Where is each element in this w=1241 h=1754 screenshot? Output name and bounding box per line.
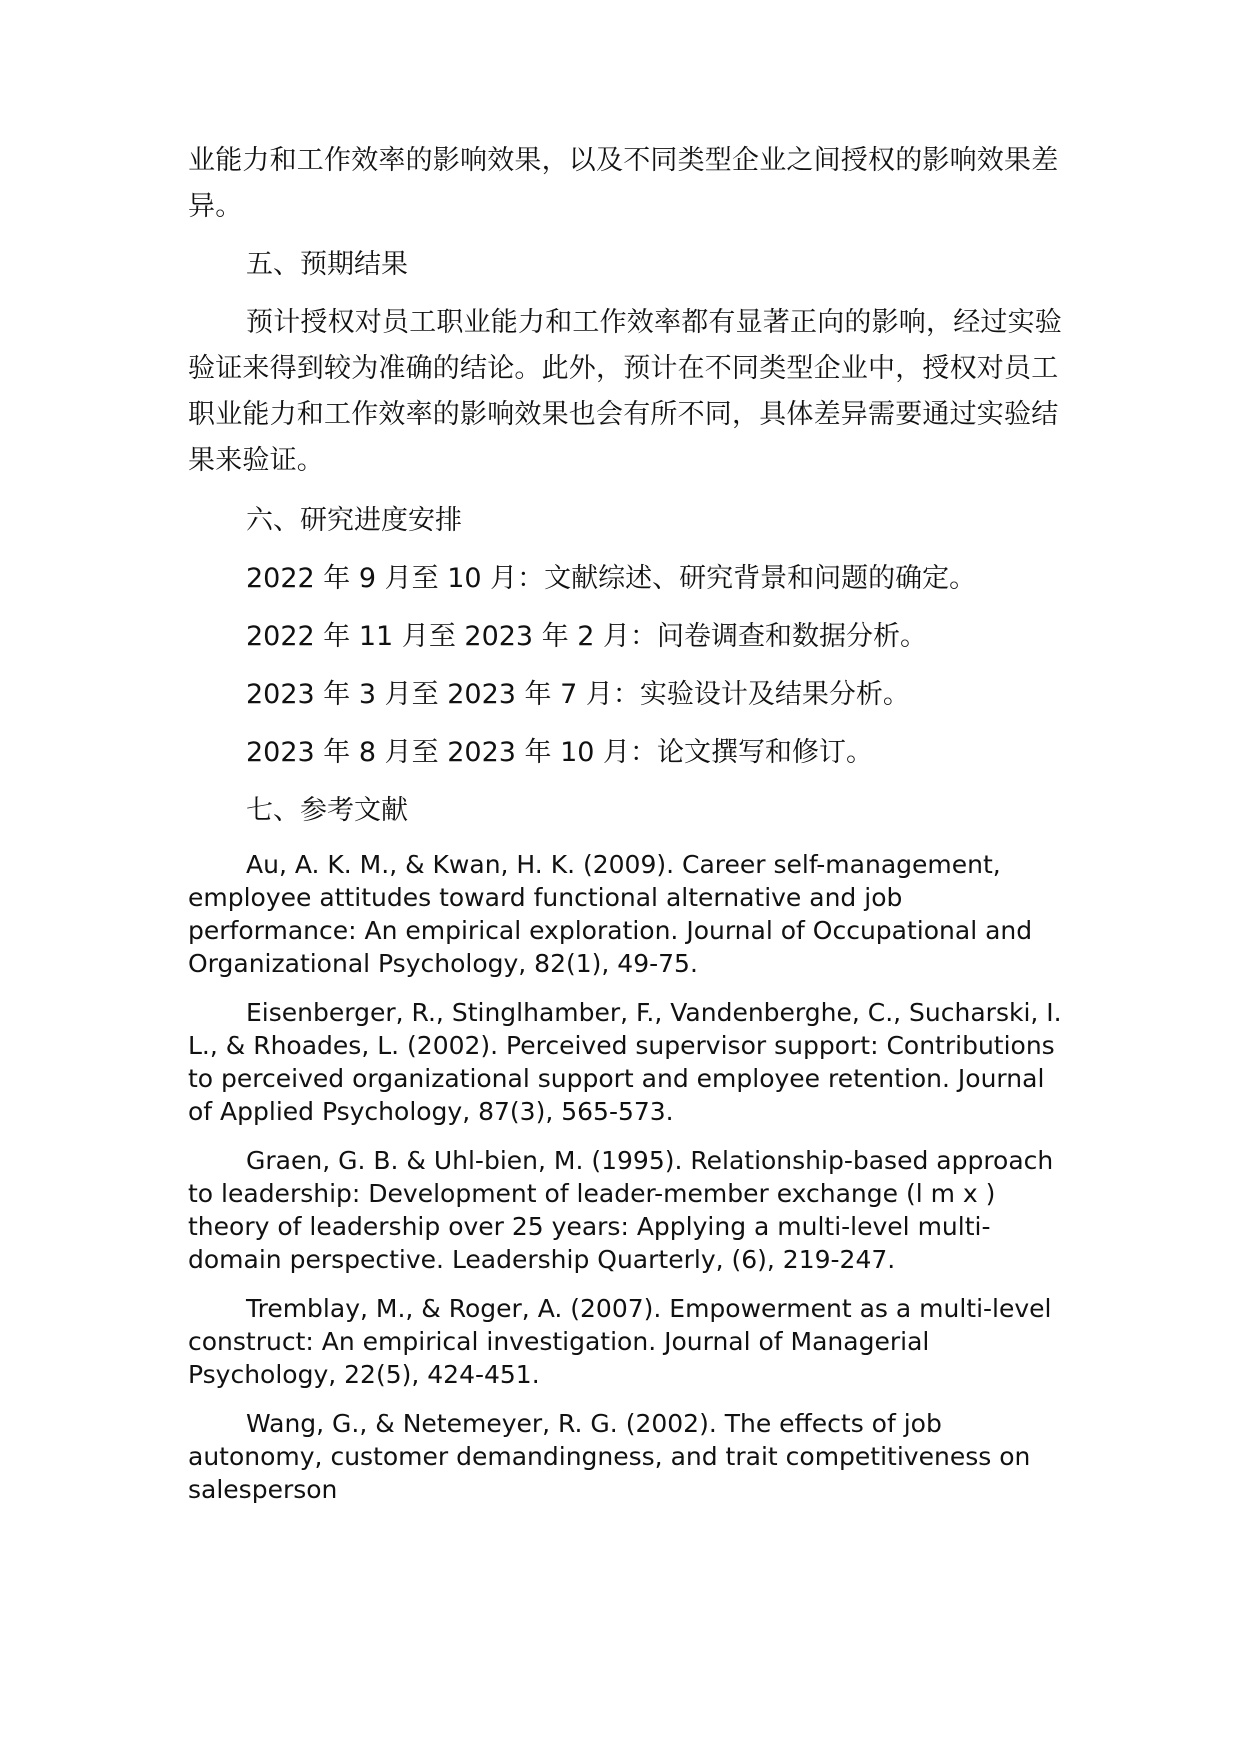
reference-entry: Graen, G. B. & Uhl-bien, M. (1995). Relationship-based approach to leadership: Development of leader-member exchange (l m x ) theory of leadership over 25 years: Applying a multi-level multi-domain perspective. Leadership Quarterly, (6), 219-247. — [188, 1146, 1054, 1274]
reference-entry: Eisenberger, R., Stinglhamber, F., Vandenberghe, C., Sucharski, I. L., & Rhoades, L. (2002). Perceived supervisor support: Contributions to perceived organizational support and employee retention. Journal of Applied Psychology, 87(3), 565-573. — [188, 998, 1062, 1126]
reference-entry: Wang, G., & Netemeyer, R. G. (2002). The effects of job autonomy, customer demandingness, and trait competitiveness on salesperson — [188, 1409, 1031, 1504]
document-page — [188, 145, 1068, 1506]
expected-results-paragraph: 预计授权对员工职业能力和工作效率都有显著正向的影响，经过实验验证来得到较为准确的结论。此外，预计在不同类型企业中，授权对员工职业能力和工作效率的影响效果也会有所不同，具体差异需要通过实验结果来验证。 — [188, 307, 1062, 476]
section-heading-expected-results: 五、预期结果 — [246, 249, 408, 280]
schedule-item: 2022 年 9 月至 10 月：文献综述、研究背景和问题的确定。 — [246, 563, 977, 594]
section-heading-schedule: 六、研究进度安排 — [246, 505, 462, 536]
section-heading-references: 七、参考文献 — [246, 795, 408, 826]
schedule-item: 2023 年 3 月至 2023 年 7 月：实验设计及结果分析。 — [246, 679, 910, 710]
intro-tail-paragraph: 业能力和工作效率的影响效果，以及不同类型企业之间授权的影响效果差异。 — [188, 145, 1059, 222]
schedule-item: 2022 年 11 月至 2023 年 2 月：问卷调查和数据分析。 — [246, 621, 928, 652]
reference-entry: Au, A. K. M., & Kwan, H. K. (2009). Career self-management, employee attitudes toward functional alternative and job performance: An empirical exploration. Journal of Occupational and Organizational Psychology, 82(1), 49-75. — [188, 850, 1033, 978]
schedule-item: 2023 年 8 月至 2023 年 10 月：论文撰写和修订。 — [246, 737, 874, 768]
reference-entry: Tremblay, M., & Roger, A. (2007). Empowerment as a multi-level construct: An empirical investigation. Journal of Managerial Psychology, 22(5), 424-451. — [188, 1294, 1052, 1389]
